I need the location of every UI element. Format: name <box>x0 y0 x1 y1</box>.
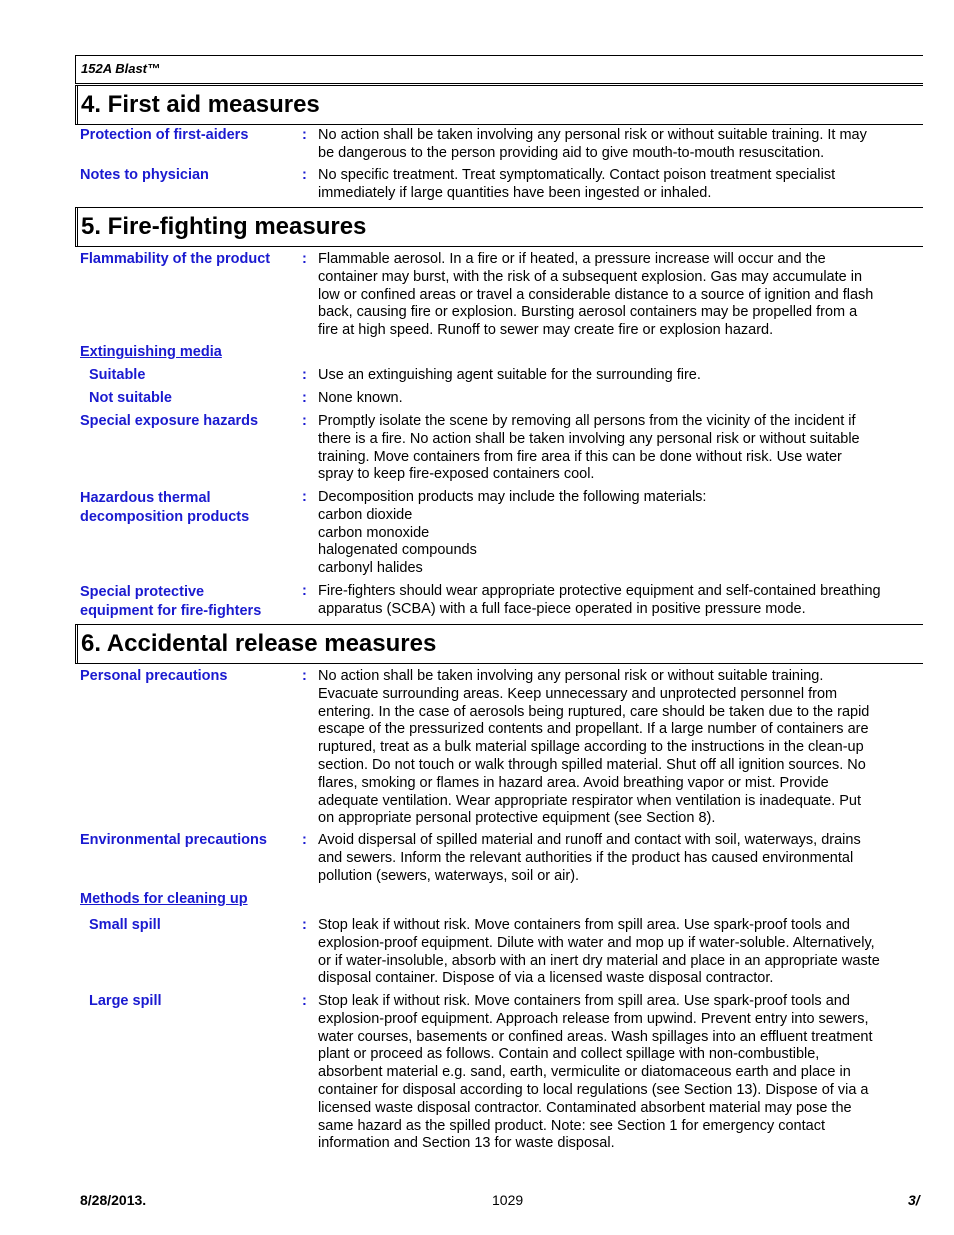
field-label: Protection of first-aiders <box>80 127 249 143</box>
field-value: Flammable aerosol. In a fire or if heated, a pressure increase will occur and the container may burst, with the risk of a subsequent explosion. Gas may accumulate in low or confined areas or travel a considerable distance to a source of ignition and flash back, causing fire or explosion. Bursting aerosol containers may be propelled from a fire at high speed. Runoff to sewer may create fire or explosion hazard. <box>318 251 874 339</box>
field-value: Decomposition products may include the following materials: carbon dioxide carbon monoxide halogenated compounds carbonyl halides <box>318 489 707 577</box>
field-label: Not suitable <box>89 390 172 406</box>
field-label: Small spill <box>89 917 161 933</box>
field-value: Fire-fighters should wear appropriate protective equipment and self-contained breathing apparatus (SCBA) with a full face-piece operated in positive pressure mode. <box>318 583 881 617</box>
field-label: Hazardous thermal decomposition products <box>80 490 250 525</box>
field-colon: : <box>302 251 307 267</box>
field-label: Large spill <box>89 993 162 1009</box>
field-label: Suitable <box>89 367 146 383</box>
product-name: 152A Blast™ <box>81 61 160 76</box>
footer-date: 8/28/2013. <box>80 1192 147 1208</box>
field-colon: : <box>302 583 307 599</box>
field-colon: : <box>302 390 307 406</box>
field-colon: : <box>302 917 307 933</box>
field-label: Flammability of the product <box>80 251 271 267</box>
section-4-heading: 4. First aid measures <box>75 85 923 125</box>
field-value: Use an extinguishing agent suitable for the surrounding fire. <box>318 367 701 383</box>
field-colon: : <box>302 668 307 684</box>
field-label: Special protective equipment for fire-fighters <box>80 584 262 619</box>
field-colon: : <box>302 367 307 383</box>
field-label: Special exposure hazards <box>80 413 259 429</box>
field-value: Promptly isolate the scene by removing all persons from the vicinity of the incident if there is a fire. No action shall be taken involving any personal risk or without suitable training. Move containers from fire area if this can be done without risk. Use water spray to keep fire-exposed containers cool. <box>318 413 860 483</box>
field-value: Stop leak if without risk. Move containers from spill area. Use spark-proof tools and explosion-proof equipment. Approach release from upwind. Prevent entry into sewers, water courses, basements or confined areas. Wash spillages into an effluent treatment plant or proceed as follows. Contain and collect spillage with non-combustible, absorbent material e.g. sand, earth, vermiculite or diatomaceous earth and place in container for disposal according to local regulations (see Section 13). Dispose of via a licensed waste disposal contractor. Contaminated absorbent material may pose the same hazard as the spilled product. Note: see Section 1 for emergency contact information and Section 13 for waste disposal. <box>318 993 873 1152</box>
field-colon: : <box>302 413 307 429</box>
field-colon: : <box>302 993 307 1009</box>
field-colon: : <box>302 127 307 143</box>
field-label: Personal precautions <box>80 668 228 684</box>
section-6-heading: 6. Accidental release measures <box>75 624 923 664</box>
field-label: Methods for cleaning up <box>80 891 248 907</box>
field-colon: : <box>302 832 307 848</box>
field-value: None known. <box>318 390 403 406</box>
section-5-heading: 5. Fire-fighting measures <box>75 207 923 247</box>
footer-page-number: 3/ <box>908 1192 920 1208</box>
footer-code: 1029 <box>492 1192 524 1208</box>
field-value: No specific treatment. Treat symptomatically. Contact poison treatment specialist immediately if large quantities have been ingested or inhaled. <box>318 167 836 201</box>
field-value: Stop leak if without risk. Move containers from spill area. Use spark-proof tools and explosion-proof equipment. Dilute with water and mop up if water-soluble. Alternatively, or if water-insoluble, absorb with an inert dry material and place in an appropriate waste disposal container. Dispose of via a licensed waste disposal contractor. <box>318 917 880 987</box>
product-name-bar <box>75 55 923 84</box>
field-colon: : <box>302 489 307 505</box>
field-value: No action shall be taken involving any personal risk or without suitable training. It may be dangerous to the person providing aid to give mouth-to-mouth resuscitation. <box>318 127 867 161</box>
field-label: Notes to physician <box>80 167 209 183</box>
field-colon: : <box>302 167 307 183</box>
field-value: No action shall be taken involving any personal risk or without suitable training. Evacuate surrounding areas. Keep unnecessary and unprotected personnel from entering. In the case of aerosols being ruptured, care should be taken due to the rapid escape of the pressurized contents and propellant. If a large number of containers are ruptured, treat as a bulk material spillage according to the instructions in the clean-up section. Do not touch or walk through spilled material. Shut off all ignition sources. No flares, smoking or flames in hazard area. Avoid breathing vapor or mist. Provide adequate ventilation. Wear appropriate respirator when ventilation is inadequate. Put on appropriate personal protective equipment (see Section 8). <box>318 668 870 827</box>
field-label: Extinguishing media <box>80 344 222 360</box>
field-label: Environmental precautions <box>80 832 267 848</box>
field-value: Avoid dispersal of spilled material and runoff and contact with soil, waterways, drains and sewers. Inform the relevant authorities if the product has caused environmental pollution (sewers, waterways, soil or air). <box>318 832 861 884</box>
